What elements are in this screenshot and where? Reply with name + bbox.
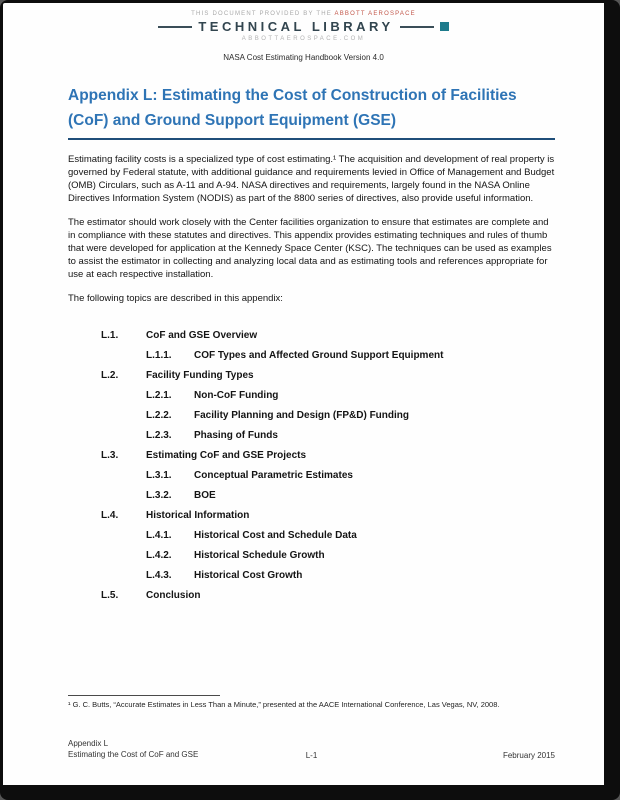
toc-item: [146, 410, 555, 421]
watermark-tagline-red: ABBOTT AEROSPACE: [334, 11, 416, 17]
paragraph-3: The following topics are described in this appendix:: [68, 293, 283, 304]
toc-item-number: L.2.2.: [146, 410, 172, 421]
toc-item-number: L.5.: [101, 590, 119, 601]
toc-item-label: COF Types and Affected Ground Support Equipment: [194, 350, 444, 361]
logo-rule-right: [400, 26, 434, 28]
watermark-title-row: [3, 19, 604, 34]
toc-item: [101, 450, 555, 461]
toc-item-number: L.3.1.: [146, 470, 172, 481]
toc-item: [146, 430, 555, 441]
toc-item-label: Phasing of Funds: [194, 430, 278, 441]
toc-item-number: L.4.2.: [146, 550, 172, 561]
toc-item: [101, 370, 555, 381]
watermark-logo: [3, 11, 604, 42]
toc-item-label: Conclusion: [146, 590, 201, 601]
toc-item: [101, 330, 555, 341]
logo-rule-left: [158, 26, 192, 28]
toc-item-number: L.4.1.: [146, 530, 172, 541]
footer-doc-name: Estimating the Cost of CoF and GSE: [68, 749, 199, 759]
footnote-block: [68, 695, 555, 710]
toc-item-number: L.4.: [101, 510, 119, 521]
page-title: Appendix L: Estimating the Cost of Construction of Facilities (CoF) and Ground Support Equipment (GSE): [68, 83, 555, 140]
toc-item: [146, 390, 555, 401]
toc-item-label: Facility Planning and Design (FP&D) Funding: [194, 410, 409, 421]
toc-item-number: L.1.: [101, 330, 119, 341]
toc-item: [101, 590, 555, 601]
toc-item-number: L.1.1.: [146, 350, 172, 361]
toc-item: [101, 510, 555, 521]
toc-item-number: L.2.: [101, 370, 119, 381]
footnote-text: ¹ G. C. Butts, “Accurate Estimates in Less Than a Minute,” presented at the AACE International Conference, Las Vegas, NV, 2008.: [68, 700, 500, 709]
logo-mark-icon: [440, 22, 449, 31]
footer-page-number: L-1: [305, 751, 318, 760]
toc-item: [146, 530, 555, 541]
footnote-rule: [68, 695, 220, 696]
toc-item-label: Historical Schedule Growth: [194, 550, 325, 561]
paragraph-2: The estimator should work closely with the Center facilities organization to ensure that estimates are complete and in compliance with these statutes and directives. This appendix provides estimating techniques and rules of thumb that were developed for application at the Kennedy Space Center (KSC). The techniques can be used as examples to assist the estimator in collecting and analyzing local data and as estimating tools and references appropriate for use at each respective installation.: [68, 217, 552, 280]
page-sheet: [3, 3, 604, 785]
page-footer: [68, 739, 555, 760]
paragraph-1: Estimating facility costs is a specialized type of cost estimating.¹ The acquisition and development of real property is governed by Federal statute, with additional guidance and requirements levied in Office of Management and Budget (OMB) Circulars, such as A-11 and A-94. NASA directives and requirements, largely found in the NASA Online Directives Information System (NODIS) as part of the 8800 series of directives, also provide useful information.: [68, 154, 555, 204]
toc-item-number: L.2.1.: [146, 390, 172, 401]
toc-item: [146, 350, 555, 361]
toc-item-number: L.2.3.: [146, 430, 172, 441]
appendix-toc: [101, 330, 555, 601]
handbook-running-title: NASA Cost Estimating Handbook Version 4.0: [223, 53, 384, 62]
watermark-tagline: [3, 11, 604, 17]
toc-item-number: L.3.: [101, 450, 119, 461]
toc-item: [146, 550, 555, 561]
toc-item-number: L.3.2.: [146, 490, 172, 501]
toc-item-label: BOE: [194, 490, 216, 501]
toc-item-label: Non-CoF Funding: [194, 390, 279, 401]
page-content: [3, 83, 604, 601]
footer-date: February 2015: [502, 751, 555, 760]
toc-item: [146, 470, 555, 481]
watermark-tagline-gray: THIS DOCUMENT PROVIDED BY THE: [191, 11, 332, 17]
toc-item-label: Historical Information: [146, 510, 250, 521]
footer-appendix-label: Appendix L: [68, 739, 109, 748]
toc-item: [146, 490, 555, 501]
toc-item-label: Conceptual Parametric Estimates: [194, 470, 353, 481]
toc-item-label: CoF and GSE Overview: [146, 330, 258, 341]
toc-item-label: Historical Cost Growth: [194, 570, 303, 581]
technical-library-title: TECHNICAL LIBRARY: [198, 19, 394, 34]
watermark-site-url: ABBOTTAEROSPACE.COM: [241, 36, 366, 42]
toc-item: [146, 570, 555, 581]
toc-item-number: L.4.3.: [146, 570, 172, 581]
toc-item-label: Facility Funding Types: [146, 370, 254, 381]
toc-item-label: Estimating CoF and GSE Projects: [146, 450, 307, 461]
toc-item-label: Historical Cost and Schedule Data: [194, 530, 357, 541]
